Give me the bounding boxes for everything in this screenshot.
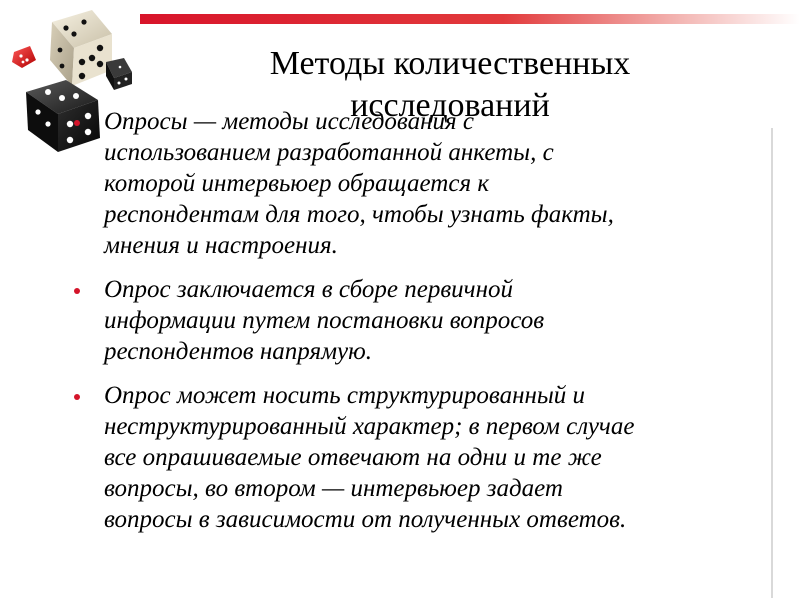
bullet-item [74, 274, 774, 367]
bullet-text: Опрос может носить структурированный и неструктурированный характер; в первом случае все опрашиваемые отвечают на одни и те же вопросы, во втором — интервьюер задает вопросы в зависимости от полученных ответов. [104, 382, 635, 533]
bullet-text: Опрос заключается в сборе первичной информации путем постановки вопросов респондентов напрямую. [104, 276, 545, 365]
bullet-dot-icon [74, 120, 80, 126]
bullet-dot-icon [74, 288, 80, 294]
bullet-text: Опросы — методы исследования с использованием разработанной анкеты, с которой интервьюер обращается к респондентам для того, чтобы узнать факты, мнения и настроения. [104, 108, 614, 259]
bullet-item [74, 380, 774, 535]
title-accent-bar [140, 14, 800, 24]
bullet-item [74, 106, 774, 261]
bullet-dot-icon [74, 394, 80, 400]
slide-title-text: Методы количественных исследований [269, 44, 631, 124]
bullet-list [74, 106, 774, 548]
